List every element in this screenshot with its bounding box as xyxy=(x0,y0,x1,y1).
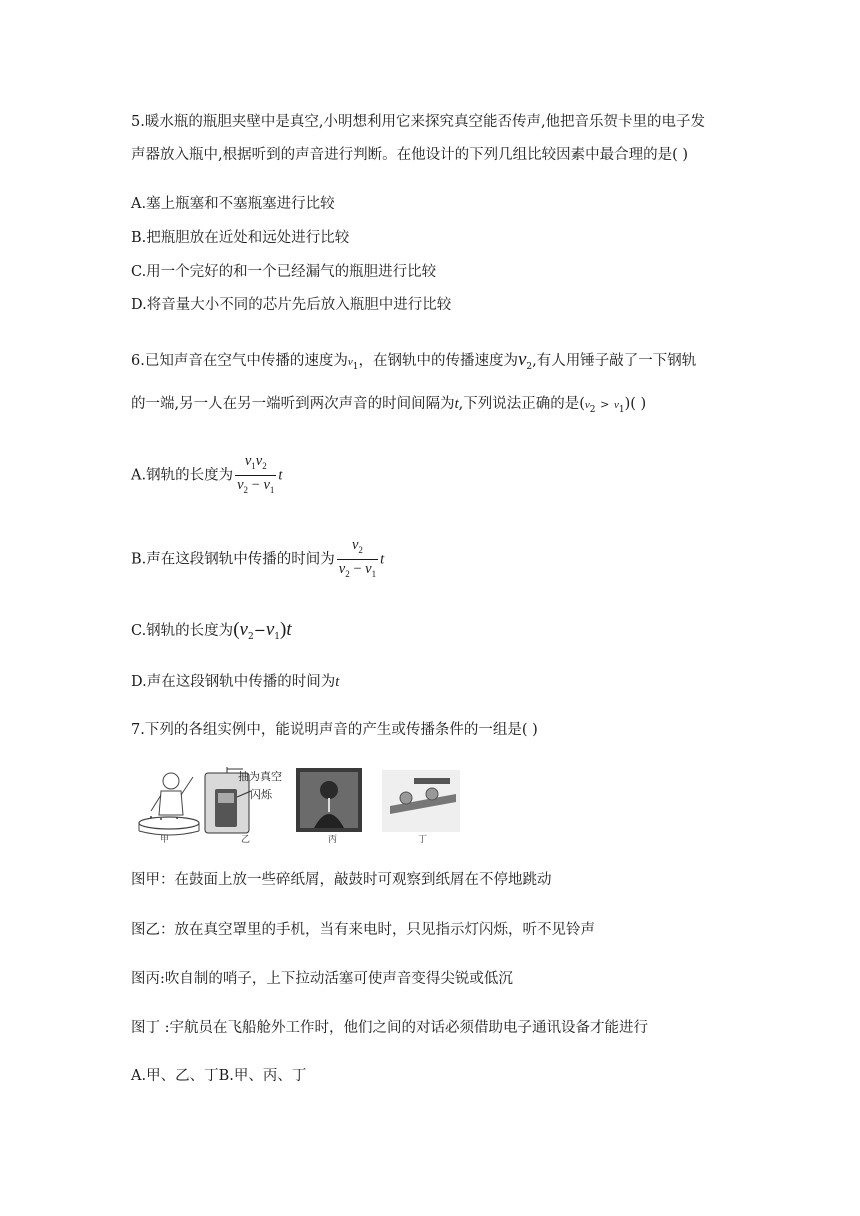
fraction-v1v2-over-v2-minus-v1: $\frac{v_1v_2}{v_2 - v_1}$ xyxy=(237,453,275,495)
q5-option-c: C.用一个完好的和一个已经漏气的瓶胆进行比较 xyxy=(131,264,437,280)
q5-stem-line1: 5.暖水瓶的瓶胆夹壁中是真空,小明想利用它来探究真空能否传声,他把音乐贺卡里的电子发 xyxy=(131,114,706,130)
q7-description-bing: 图丙:吹自制的哨子，上下拉动活塞可使声音变得尖锐或低沉 xyxy=(131,971,513,987)
figure-ding-astronauts xyxy=(380,762,462,842)
q6-option-d: D.声在这段钢轨中传播的时间为t xyxy=(131,674,340,690)
figure-label-bing: 丙 xyxy=(328,835,338,845)
figure-bing-whistle xyxy=(296,762,362,842)
q6-stem-line2: 的一端,另一人在另一端听到两次声音的时间间隔为t,下列说法正确的是$(v_2 > v_1)$( ) xyxy=(131,396,647,415)
q5-option-d: D.将音量大小不同的芯片先后放入瓶胆中进行比较 xyxy=(131,297,452,313)
figure-yi-caption-vacuum: 抽为真空 xyxy=(238,770,282,783)
q6-option-a: A.钢轨的长度为 $\frac{v_1v_2}{v_2 - v_1}$ t xyxy=(131,452,282,499)
figure-yi-caption-flash: 闪烁 xyxy=(250,788,272,801)
q7-description-ding: 图丁 :宇航员在飞船舱外工作时，他们之间的对话必须借助电子通讯设备才能进行 xyxy=(131,1020,648,1036)
q7-options: A.甲、乙、丁B.甲、丙、丁 xyxy=(131,1068,307,1084)
q5-stem-line2: 声器放入瓶中,根据听到的声音进行判断。在他设计的下列几组比较因素中最合理的是( ) xyxy=(131,147,689,163)
fraction-v2-over-v2-minus-v1: $\frac{v_2}{v_2 - v_1}$ xyxy=(338,537,377,579)
q6-stem-line1: 6.已知声音在空气中传播的速度为$v_1$，在钢轨中的传播速度为$v_2$,有人用锤子敲了一下钢轨 xyxy=(131,349,697,372)
q7-description-yi: 图乙：放在真空罩里的手机，当有来电时，只见指示灯闪烁，听不见铃声 xyxy=(131,922,595,938)
q6-option-c: C.钢轨的长度为$(v_2-v_1)t$ xyxy=(131,619,292,642)
figure-label-ding: 丁 xyxy=(418,835,428,845)
q6-option-b: B.声在这段钢轨中传播的时间为 $\frac{v_2}{v_2 - v_1}$ t xyxy=(131,536,384,583)
q7-description-jia: 图甲：在鼓面上放一些碎纸屑，敲鼓时可观察到纸屑在不停地跳动 xyxy=(131,872,552,888)
q5-option-a: A.塞上瓶塞和不塞瓶塞进行比较 xyxy=(131,196,335,212)
q7-stem: 7.下列的各组实例中，能说明声音的产生或传播条件的一组是( ) xyxy=(131,722,538,738)
figure-jia-drum xyxy=(131,762,211,842)
figure-label-jia: 甲 xyxy=(160,835,170,845)
figure-label-yi: 乙 xyxy=(241,835,251,845)
q5-option-b: B.把瓶胆放在近处和远处进行比较 xyxy=(131,230,350,246)
